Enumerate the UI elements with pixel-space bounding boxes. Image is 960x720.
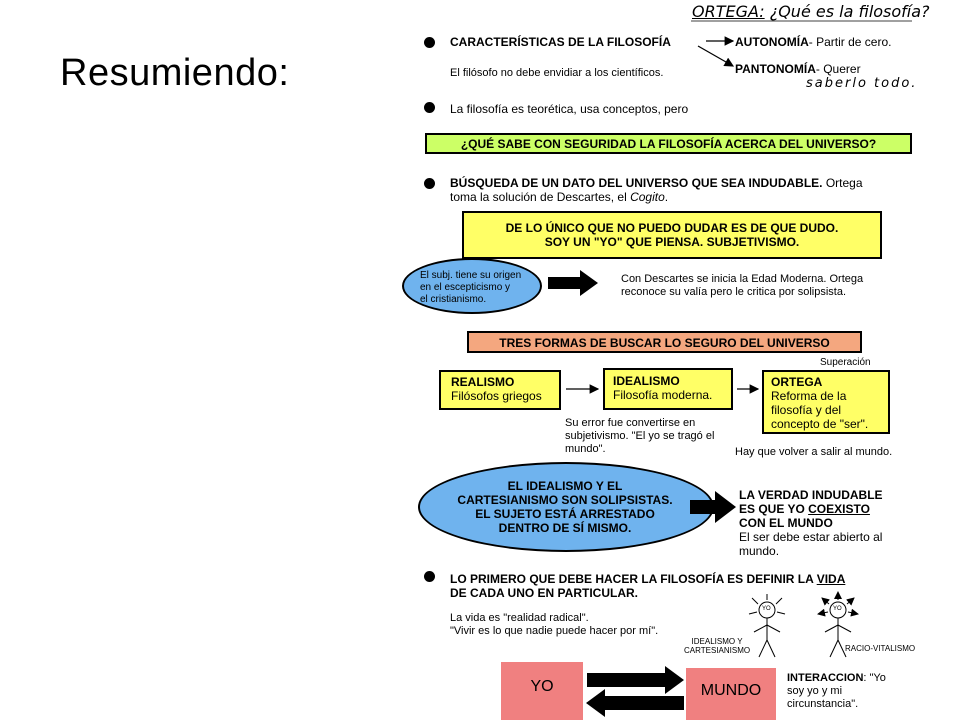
stick-figure-racio — [818, 592, 858, 657]
question-box: ¿QUÉ SABE CON SEGURIDAD LA FILOSOFÍA ACERCA DEL UNIVERSO? — [425, 133, 912, 154]
pantonomia-text: PANTONOMÍA- Querer — [735, 62, 861, 76]
solipsismo-text: EL IDEALISMO Y EL CARTESIANISMO SON SOLIPSISTAS. EL SUJETO ESTÁ ARRESTADO DENTRO DE SÍ MISMO. — [457, 479, 673, 535]
filosofo-text: El filósofo no debe envidiar a los científicos. — [450, 67, 664, 79]
subj-text: El subj. tiene su origen en el escepticismo y el cristianismo. — [420, 270, 522, 305]
verdad-text: LA VERDAD INDUDABLE ES QUE YO COEXISTO CON EL MUNDO El ser debe estar abierto al mundo. — [739, 488, 883, 558]
solipsismo-arrow — [690, 491, 736, 523]
slide-title: Resumiendo: — [60, 52, 290, 94]
header-question: ¿Qué es la filosofía? — [769, 2, 930, 21]
primero-text: LO PRIMERO QUE DEBE HACER LA FILOSOFÍA ES DEFINIR LA VIDA DE CADA UNO EN PARTICULAR. — [450, 572, 846, 600]
vida-text: La vida es "realidad radical". "Vivir es lo que nadie puede hacer por mí". — [450, 612, 659, 637]
teoretica-text: La filosofía es teorética, usa conceptos, pero — [450, 102, 689, 116]
mundo-yo-arrow — [586, 689, 684, 717]
pantonomia-arrow — [698, 46, 733, 66]
realismo-box: REALISMO Filósofos griegos — [439, 370, 561, 410]
subj-arrow — [548, 270, 598, 296]
idealismo-box: IDEALISMO Filosofía moderna. — [603, 368, 733, 410]
stick-figure-idealismo — [749, 594, 785, 657]
mundo-box: MUNDO — [686, 668, 776, 720]
tres-formas-box: TRES FORMAS DE BUSCAR LO SEGURO DEL UNIVERSO — [467, 331, 862, 353]
interaccion-text: INTERACCION: "Yo soy yo y mi circunstancia". — [787, 672, 886, 710]
ideal-figure-label: IDEALISMO Y CARTESIANISMO — [684, 637, 751, 655]
hay-que-text: Hay que volver a salir al mundo. — [735, 446, 893, 458]
busqueda-text: BÚSQUEDA DE UN DATO DEL UNIVERSO QUE SEA INDUDABLE. Ortega toma la solución de Descartes, el Cogito. — [450, 176, 863, 204]
ortega-box: ORTEGA Reforma de la filosofía y del concepto de "ser". — [762, 370, 890, 434]
yo-head-label: YO — [833, 606, 842, 612]
descartes-text: Con Descartes se inicia la Edad Moderna. Ortega reconoce su valía pero le critica por solipsista. — [621, 273, 864, 298]
dudo-box: DE LO ÚNICO QUE NO PUEDO DUDAR ES DE QUE DUDO. SOY UN "YO" QUE PIENSA. SUBJETIVISMO. — [462, 211, 882, 259]
header-ortega: ORTEGA: — [692, 2, 765, 21]
caracteristicas-label: CARACTERÍSTICAS DE LA FILOSOFÍA — [450, 35, 671, 49]
yo-head-label: YO — [762, 606, 771, 612]
pantonomia-handwritten: saberlo todo. — [806, 76, 918, 91]
yo-mundo-arrow — [587, 666, 684, 694]
autonomia-text: AUTONOMÍA- Partir de cero. — [735, 35, 892, 49]
racio-figure-label: RACIO-VITALISMO — [845, 644, 916, 653]
superacion-label: Superación — [820, 357, 871, 368]
error-text: Su error fue convertirse en subjetivismo. "El yo se tragó el mundo". — [565, 417, 715, 455]
yo-box: YO — [501, 662, 583, 720]
